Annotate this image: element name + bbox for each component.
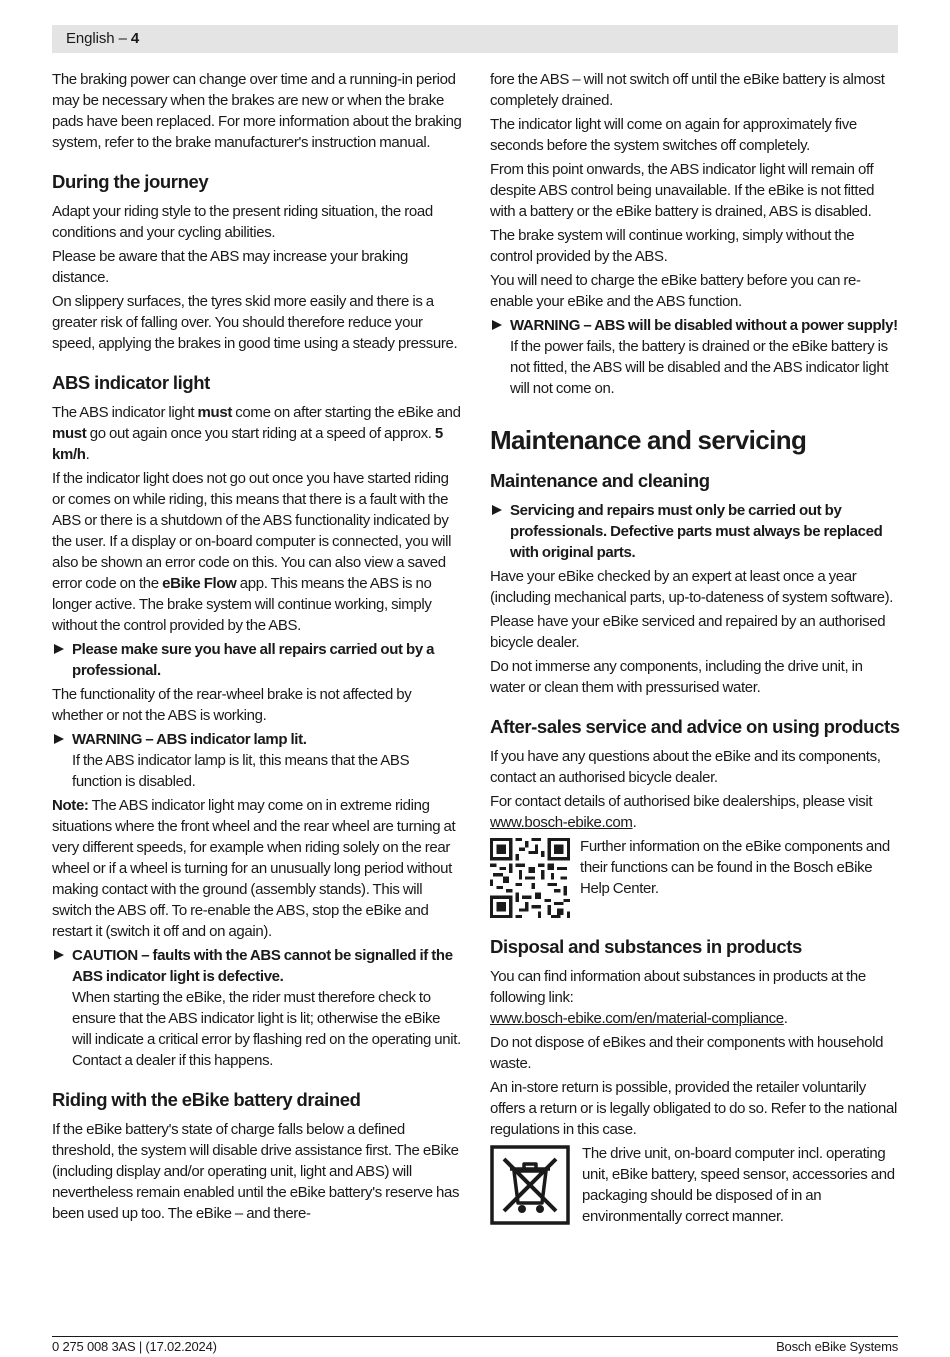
disposal-text: The drive unit, on-board computer incl. operating unit, eBike battery, speed sensor, accessories and packaging should be disposed of in an environmentally correct manner. <box>582 1145 895 1225</box>
heading-maintenance-cleaning: Maintenance and cleaning <box>490 470 710 491</box>
paragraph-brake-continues: The brake system will continue working, simply without the control provided by the ABS. <box>490 227 855 265</box>
paragraph-riding-style: Adapt your riding style to the present riding situation, the road conditions and your cycling abilities. <box>52 203 433 241</box>
disposal-block <box>490 1143 900 1227</box>
crossed-out-wheelie-bin-icon <box>490 1145 570 1225</box>
text-run: You can find information about substances in products at the following link: <box>490 968 866 1006</box>
warning-body: If the ABS indicator lamp is lit, this means that the ABS function is disabled. <box>72 752 410 790</box>
bosch-ebike-link[interactable]: www.bosch-ebike.com <box>490 814 633 831</box>
paragraph-substances-link <box>490 966 900 1029</box>
footer-doc-id: 0 275 008 3AS | (17.02.2024) <box>52 1339 217 1354</box>
paragraph-abs-switch-off: fore the ABS – will not switch off until the eBike battery is almost completely drained. <box>490 71 885 109</box>
paragraph-no-immersion: Do not immerse any components, including the drive unit, in water or clean them with pressurised water. <box>490 658 863 696</box>
paragraph-household-waste: Do not dispose of eBikes and their components with household waste. <box>490 1034 884 1072</box>
caution-title: CAUTION – faults with the ABS cannot be signalled if the ABS indicator light is defective. <box>72 947 453 985</box>
text-run: go out again once you start riding at a speed of approx. <box>86 425 435 442</box>
heading-after-sales: After-sales service and advice on using products <box>490 716 900 737</box>
warning-title: WARNING – ABS will be disabled without a power supply! <box>510 317 898 334</box>
heading-abs-indicator-light: ABS indicator light <box>52 372 210 393</box>
paragraph-yearly-check: Have your eBike checked by an expert at least once a year (including mechanical parts, up-to-dateness of system software). <box>490 568 894 606</box>
paragraph-in-store-return: An in-store return is possible, provided the retailer voluntarily offers a return or is legally obligated to do so. Refer to the national regulations in this case. <box>490 1079 897 1138</box>
warning-body: If the power fails, the battery is drained or the eBike battery is not fitted, the ABS will be disabled and the ABS indicator light will not come on. <box>510 338 889 397</box>
footer-rule <box>52 1336 898 1337</box>
heading-battery-drained: Riding with the eBike battery drained <box>52 1089 361 1110</box>
header-language: English <box>66 30 115 47</box>
emphasis-speed: 5 km/h <box>52 425 443 463</box>
triangle-bullet-icon <box>54 950 64 960</box>
app-name: eBike Flow <box>162 575 237 592</box>
paragraph-authorised-dealer: Please have your eBike serviced and repaired by an authorised bicycle dealer. <box>490 613 886 651</box>
paragraph-questions: If you have any questions about the eBike and its components, contact an authorised bicycle dealer. <box>490 748 881 786</box>
triangle-bullet-icon <box>54 734 64 744</box>
text-run: . <box>632 814 637 831</box>
help-center-text: Further information on the eBike components and their functions can be found in the Bosch eBike Help Center. <box>580 838 890 897</box>
text-run: . <box>783 1010 788 1027</box>
qr-code-icon <box>490 838 570 918</box>
triangle-bullet-icon <box>492 320 502 330</box>
paragraph-indicator-five-seconds: The indicator light will come on again for approximately five seconds before the system switches off completely. <box>490 116 857 154</box>
heading-maintenance-servicing: Maintenance and servicing <box>490 425 807 455</box>
warning-no-power-supply <box>490 315 900 399</box>
paragraph-rear-wheel-brake: The functionality of the rear-wheel brake is not affected by whether or not the ABS is working. <box>52 686 412 724</box>
warning-title: WARNING – ABS indicator lamp lit. <box>72 731 307 748</box>
heading-during-journey: During the journey <box>52 171 209 192</box>
paragraph-battery-threshold: If the eBike battery's state of charge falls below a defined threshold, the system will disable drive assistance first. The eBike (including display and/or operating unit, light and ABS) will nevertheless remain enabled until the eBike battery's reserve has been used up too. The eBike – and there- <box>52 1121 460 1222</box>
heading-disposal: Disposal and substances in products <box>490 936 802 957</box>
text-run: app. This means the ABS is no longer active. The brake system will continue working, simply without the control provided by the ABS. <box>52 575 432 634</box>
paragraph-indicator-fault <box>52 468 462 636</box>
warning-indicator-lamp-lit <box>52 729 462 792</box>
warning-servicing-professionals <box>490 500 900 563</box>
text-run: come on after starting the eBike and <box>231 404 461 421</box>
emphasis-must: must <box>197 404 232 421</box>
paragraph-braking-power: The braking power can change over time and a running-in period may be necessary when the brakes are new or when the brake pads have been replaced. For more information about the braking system, refer to the brake manufacturer's instruction manual. <box>52 71 462 151</box>
warning-title: Please make sure you have all repairs carried out by a professional. <box>72 641 435 679</box>
text-run: The ABS indicator light <box>52 404 198 421</box>
text-run: If the indicator light does not go out once you have started riding or comes on while riding, this means that there is a fault with the ABS or there is a shutdown of the ABS functionality indicated by the user. If a display or on-board computer is connected, you will also be shown an error code on this. You can also view a saved error code on the <box>52 470 452 592</box>
triangle-bullet-icon <box>54 644 64 654</box>
caution-body: When starting the eBike, the rider must therefore check to ensure that the ABS indicator light is lit; otherwise the eBike will indicate a critical error by flashing red on the operating unit. Contact a dealer if this happens. <box>72 989 461 1069</box>
header-text <box>66 30 139 47</box>
text-run: . <box>85 446 90 463</box>
help-center-block <box>490 836 900 918</box>
page-number: 4 <box>130 30 140 47</box>
triangle-bullet-icon <box>492 505 502 515</box>
material-compliance-link[interactable]: www.bosch-ebike.com/en/material-compliance <box>490 1010 784 1027</box>
emphasis-must: must <box>52 425 87 442</box>
paragraph-slippery-surfaces: On slippery surfaces, the tyres skid more easily and there is a greater risk of falling over. You should therefore reduce your speed, applying the brakes in good time using a steady pressure. <box>52 293 458 352</box>
paragraph-braking-distance: Please be aware that the ABS may increase your braking distance. <box>52 248 408 286</box>
note-label: Note: <box>52 797 89 814</box>
page-header <box>52 25 898 53</box>
paragraph-note <box>52 795 462 942</box>
footer-brand: Bosch eBike Systems <box>776 1339 898 1354</box>
caution-indicator-defective <box>52 945 462 1071</box>
header-separator: – <box>114 30 131 47</box>
left-column <box>52 69 462 1227</box>
warning-repairs-professional <box>52 639 462 681</box>
paragraph-indicator-behaviour <box>52 402 462 465</box>
right-column <box>490 69 900 1230</box>
warning-title: Servicing and repairs must only be carried out by professionals. Defective parts must always be replaced with original parts. <box>510 502 883 561</box>
text-run: For contact details of authorised bike dealerships, please visit <box>490 793 873 810</box>
paragraph-contact-details <box>490 791 900 833</box>
paragraph-charge-battery: You will need to charge the eBike battery before you can re-enable your eBike and the ABS function. <box>490 272 861 310</box>
note-text: The ABS indicator light may come on in extreme riding situations where the front wheel and the rear wheel are turning at very different speeds, for example when riding solely on the rear wheel or if a wheel is turning for an unusually long period without making contact with the ground (assembly stands). This will switch the ABS off. To re-enable the ABS, stop the eBike and restart it (switch it off and on again). <box>52 797 456 940</box>
paragraph-indicator-off: From this point onwards, the ABS indicator light will remain off despite ABS control being unavailable. If the eBike is not fitted with a battery or the eBike battery is drained, ABS is disabled. <box>490 161 875 220</box>
